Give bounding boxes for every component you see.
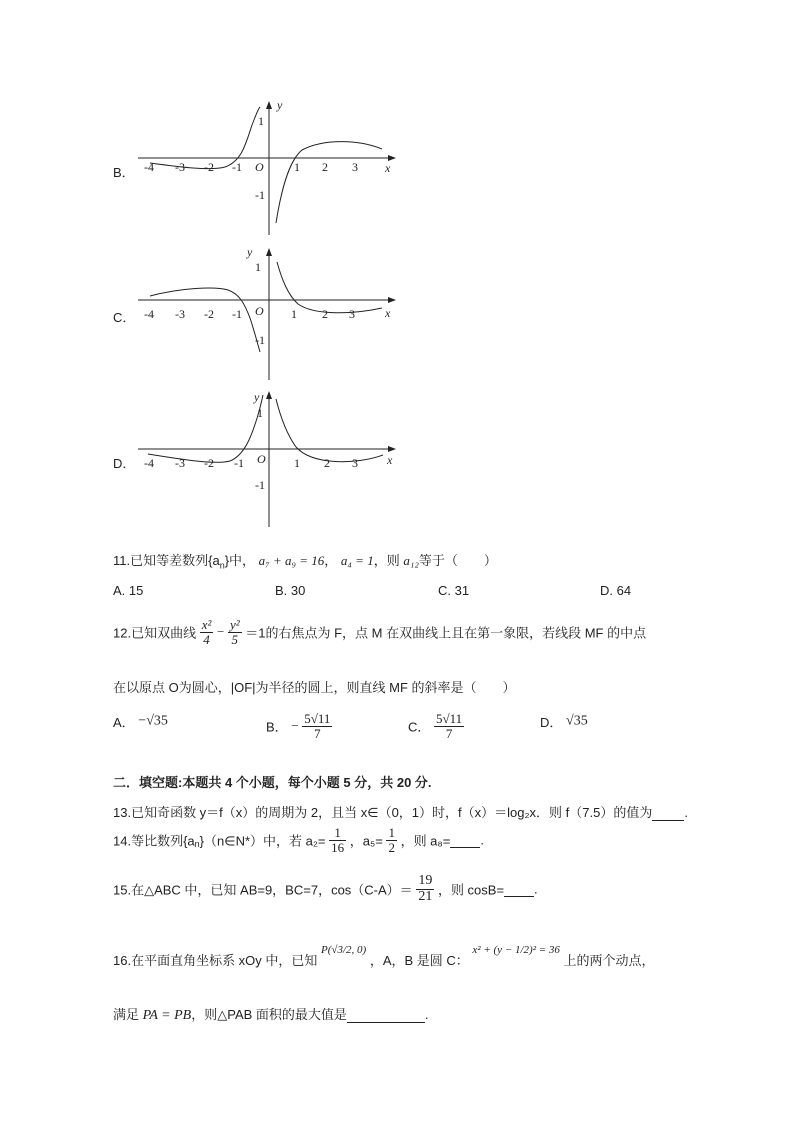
q11-option-c: C. 31 (438, 583, 470, 598)
tick-label: 2 (322, 160, 328, 174)
answer-blank[interactable] (504, 881, 534, 897)
question-15: 15.在△ABC 中，已知 AB=9，BC=7，cos（C-A）＝ $\frac{19}{21}$ ，则 cosB= . (113, 873, 538, 904)
x-axis-label: x (387, 453, 393, 467)
tick-label: 3 (352, 160, 358, 174)
graph-d (130, 385, 410, 530)
tick-label: -4 (144, 160, 154, 174)
tick-label: 2 (322, 307, 328, 321)
q11-option-d: D. 64 (600, 583, 632, 598)
option-c-label: C． (113, 310, 136, 325)
point-p: P(√3/2, 0) (321, 943, 367, 956)
origin-label: O (255, 304, 264, 318)
question-13: 13.已知奇函数 y＝f（x）的周期为 2，且当 x∈（0，1）时，f（x）＝log₂x．则 f（7.5）的值为 . (113, 805, 688, 820)
tick-label: -4 (144, 456, 154, 470)
origin-label: O (257, 452, 266, 466)
tick-label: -1 (255, 478, 265, 492)
y-axis-arrow (266, 101, 272, 109)
option-d-label: D． (113, 456, 136, 471)
tick-label: 3 (349, 307, 355, 321)
tick-label: 1 (294, 160, 300, 174)
y-axis-label: y (254, 390, 260, 404)
origin-label: O (255, 160, 264, 174)
y-axis-label: y (247, 245, 253, 259)
question-14: 14.等比数列$\{a_n\}(n\in N*)$中，若 a₂= $\frac{1}{16}$ ，a₅= $\frac{1}{2}$ ，则 a₈= . (113, 825, 485, 855)
x-axis-label: x (385, 161, 391, 175)
option-b-label: B． (113, 165, 135, 180)
tick-label: -3 (175, 456, 185, 470)
curve-right (277, 262, 382, 313)
target-term: a₁₂ (403, 553, 419, 568)
answer-blank[interactable] (347, 1007, 425, 1023)
tick-label: 1 (257, 406, 263, 420)
question-16-line1: 16.在平面直角坐标系 xOy 中，已知 $^{P(√3/2, 0)}$ ，A，B 是圆 C： $^{x^2 + (y - 1/2)^2 = 36}$ 上的两个动点， (113, 943, 655, 968)
x-axis-arrow (388, 446, 396, 452)
tick-label: -2 (204, 307, 214, 321)
tick-label: -2 (204, 160, 214, 174)
tick-label: -1 (232, 307, 242, 321)
tick-label: -3 (175, 160, 185, 174)
curve-right (276, 142, 382, 223)
x-axis-label: x (385, 306, 391, 320)
y-axis-arrow (266, 391, 272, 399)
q12-option-c: C． $\frac{5√11}{7}$ (408, 711, 463, 741)
curve-left (148, 395, 263, 462)
tick-label: -2 (204, 456, 214, 470)
q12-option-d: D． √35 (540, 713, 588, 730)
tick-label: 3 (352, 456, 358, 470)
curve-right (276, 399, 383, 462)
tick-label: -4 (144, 307, 154, 321)
graph-c (130, 240, 410, 385)
answer-blank[interactable] (450, 832, 480, 848)
q11-option-b: B. 30 (275, 583, 306, 598)
tick-label: -1 (255, 333, 265, 347)
circle-equation: x² + (y − 1/2)² = 36 (472, 943, 560, 956)
graph-b (130, 95, 410, 240)
question-11: 11.已知等差数列$\{a_n\}$中， a₇ + a₉ = 16， a₄ = 1，则 a₁₂等于（ ） (113, 553, 497, 571)
q12-option-b: B． − $\frac{5√11}{7}$ (266, 711, 331, 741)
q11-option-a: A. 15 (113, 583, 144, 598)
y-axis-label: y (277, 98, 283, 112)
question-16-line2: 满足 PA = PB，则△PAB 面积的最大值是 . (113, 1007, 429, 1023)
y-axis-arrow (266, 248, 272, 256)
answer-blank[interactable] (652, 805, 684, 821)
question-12-line1: 12.已知双曲线 $\frac{\text{x²}}{4}$ − $\frac{\text{y²}}{5}$ ＝1的右焦点为 F，点 M 在双曲线上且在第一象限，若线段 MF 的中点 (113, 617, 647, 647)
tick-label: 2 (324, 456, 330, 470)
tick-label: 1 (258, 114, 264, 128)
q12-option-a: A． −√35 (113, 713, 168, 730)
condition-a4: a₄ = 1 (340, 553, 374, 568)
fraction-x2-over-4: $\frac{\text{x²}}{4}$ (201, 617, 212, 647)
section-heading-fill-in: 二．填空题:本题共 4 个小题，每个小题 5 分，共 20 分. (113, 775, 432, 790)
condition-sum: a₇ + a₉ = 16 (258, 553, 325, 568)
tick-label: 1 (255, 260, 261, 274)
tick-label: -1 (232, 160, 242, 174)
tick-label: -1 (255, 188, 265, 202)
x-axis-arrow (388, 297, 396, 303)
tick-label: 1 (291, 307, 297, 321)
tick-label: -1 (234, 456, 244, 470)
fraction-y2-over-5: $\frac{\text{y²}}{5}$ (229, 617, 240, 647)
tick-label: -3 (175, 307, 185, 321)
tick-label: 1 (294, 456, 300, 470)
question-12-line2: 在以原点 O为圆心，|OF|为半径的圆上，则直线 MF 的斜率是（ ） (113, 680, 516, 695)
